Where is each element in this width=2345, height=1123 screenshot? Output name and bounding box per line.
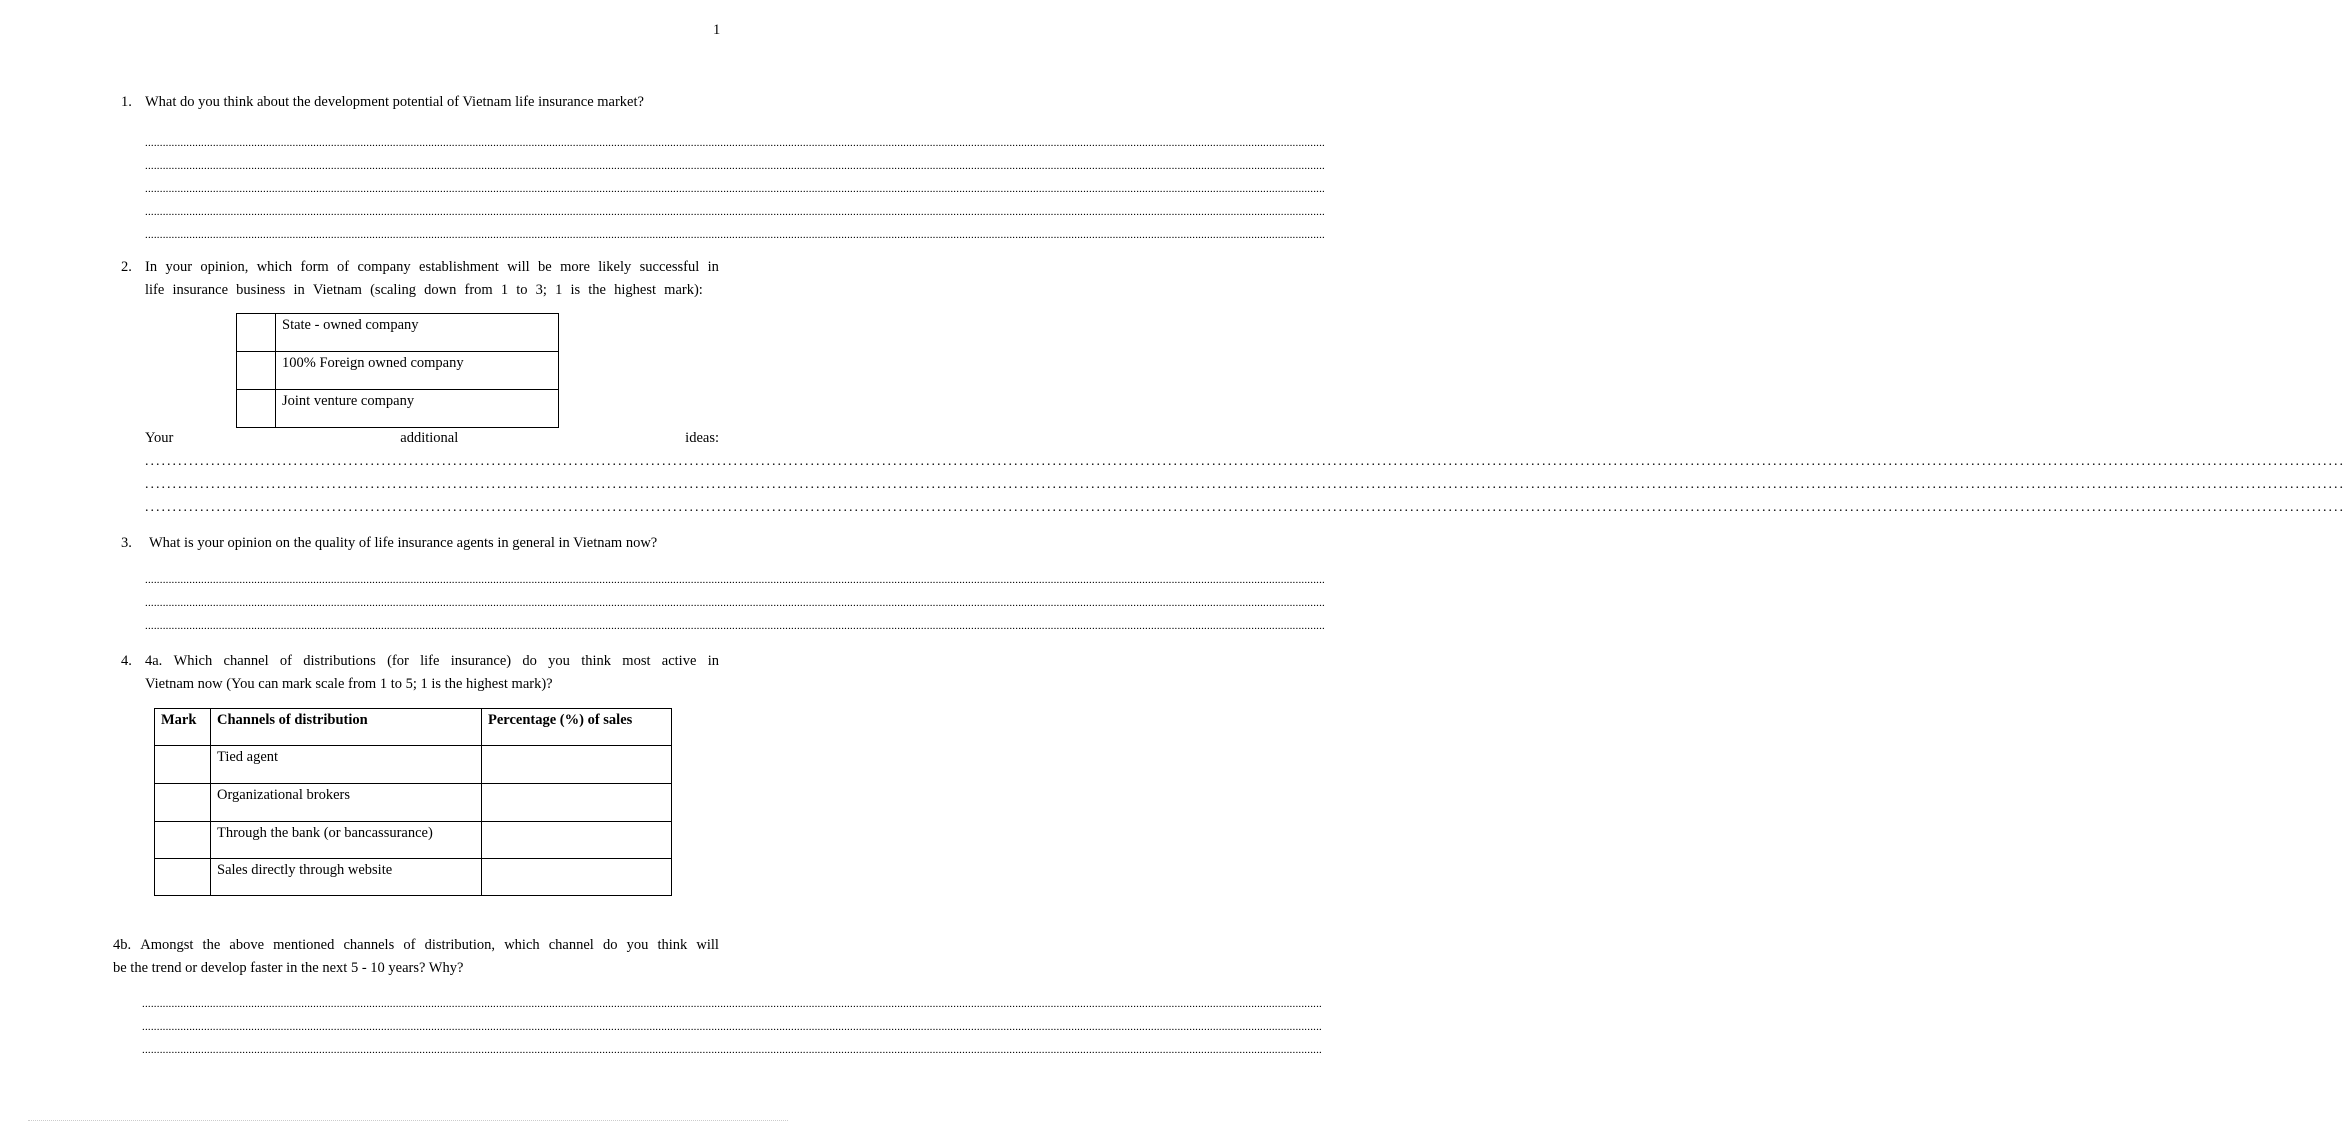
q4a-channel-4: Sales directly through website bbox=[211, 859, 482, 896]
q3-answer-line-3[interactable]: ................................................................................................................................................................................................................................................................................................................................................................................................................ bbox=[145, 620, 1325, 632]
q2-rank-cell-1[interactable] bbox=[237, 314, 276, 352]
q2-options-table bbox=[236, 313, 559, 428]
q2-rank-cell-3[interactable] bbox=[237, 390, 276, 428]
q4a-header-mark: Mark bbox=[155, 709, 211, 746]
q4a-percentage-cell-2[interactable] bbox=[482, 784, 672, 822]
q4a-header-channel: Channels of distribution bbox=[211, 709, 482, 746]
q4b-text-line-1: 4b. Amongst the above mentioned channels of distribution, which channel do you think will bbox=[113, 937, 719, 953]
q4a-percentage-cell-3[interactable] bbox=[482, 822, 672, 859]
q4b-answer-line-1[interactable]: ................................................................................................................................................................................................................................................................................................................................................................................................................ bbox=[142, 998, 1322, 1010]
q4a-channel-1: Tied agent bbox=[211, 746, 482, 784]
q1-answer-line-2[interactable]: ................................................................................................................................................................................................................................................................................................................................................................................................................ bbox=[145, 160, 1325, 172]
q3-answer-line-2[interactable]: ................................................................................................................................................................................................................................................................................................................................................................................................................ bbox=[145, 597, 1325, 609]
page-bottom-rule bbox=[28, 1120, 788, 1121]
q2-text-line-2: life insurance business in Vietnam (scaling down from 1 to 3; 1 is the highest mark): bbox=[145, 282, 703, 298]
q2-answer-line-3[interactable]: ................................................................................................................................................................................................................................................................................................................................................................................................................ bbox=[145, 500, 2345, 515]
q4a-channel-2: Organizational brokers bbox=[211, 784, 482, 822]
q1-answer-line-4[interactable]: ................................................................................................................................................................................................................................................................................................................................................................................................................ bbox=[145, 206, 1325, 218]
q4-number: 4. bbox=[121, 653, 132, 669]
q4a-mark-cell-3[interactable] bbox=[155, 822, 211, 859]
q4a-percentage-cell-4[interactable] bbox=[482, 859, 672, 896]
q4b-answer-line-3[interactable]: ................................................................................................................................................................................................................................................................................................................................................................................................................ bbox=[142, 1044, 1322, 1056]
q4a-mark-cell-4[interactable] bbox=[155, 859, 211, 896]
q4b-answer-line-2[interactable]: ................................................................................................................................................................................................................................................................................................................................................................................................................ bbox=[142, 1021, 1322, 1033]
q2-rank-cell-2[interactable] bbox=[237, 352, 276, 390]
q1-number: 1. bbox=[121, 94, 132, 110]
q2-additional-ideas-label: Your additional ideas: bbox=[145, 430, 719, 446]
q4a-text-line-1: 4a. Which channel of distributions (for life insurance) do you think most active in bbox=[145, 653, 719, 669]
q4a-channel-3: Through the bank (or bancassurance) bbox=[211, 822, 482, 859]
q2-answer-line-2[interactable]: ................................................................................................................................................................................................................................................................................................................................................................................................................ bbox=[145, 477, 2345, 492]
q3-answer-line-1[interactable]: ................................................................................................................................................................................................................................................................................................................................................................................................................ bbox=[145, 574, 1325, 586]
q1-text: What do you think about the development potential of Vietnam life insurance market? bbox=[145, 94, 644, 110]
q1-answer-line-3[interactable]: ................................................................................................................................................................................................................................................................................................................................................................................................................ bbox=[145, 183, 1325, 195]
q2-option-3: Joint venture company bbox=[276, 390, 559, 428]
q2-answer-line-1[interactable]: ................................................................................................................................................................................................................................................................................................................................................................................................................ bbox=[145, 454, 2345, 469]
q2-option-2: 100% Foreign owned company bbox=[276, 352, 559, 390]
q2-text-line-1: In your opinion, which form of company establishment will be more likely successful in bbox=[145, 259, 719, 275]
page-number: 1 bbox=[713, 22, 721, 38]
q4a-channels-table bbox=[154, 708, 672, 896]
q4a-mark-cell-2[interactable] bbox=[155, 784, 211, 822]
q3-text: What is your opinion on the quality of life insurance agents in general in Vietnam now? bbox=[149, 535, 658, 551]
q2-option-1: State - owned company bbox=[276, 314, 559, 352]
q1-answer-line-1[interactable]: ................................................................................................................................................................................................................................................................................................................................................................................................................ bbox=[145, 137, 1325, 149]
q4a-mark-cell-1[interactable] bbox=[155, 746, 211, 784]
q3-number: 3. bbox=[121, 535, 132, 551]
q4a-percentage-cell-1[interactable] bbox=[482, 746, 672, 784]
q1-answer-line-5[interactable]: ................................................................................................................................................................................................................................................................................................................................................................................................................ bbox=[145, 229, 1325, 241]
q4b-text-line-2: be the trend or develop faster in the next 5 - 10 years? Why? bbox=[113, 960, 464, 976]
q4a-header-percentage: Percentage (%) of sales bbox=[482, 709, 672, 746]
q2-number: 2. bbox=[121, 259, 132, 275]
q4a-text-line-2: Vietnam now (You can mark scale from 1 to 5; 1 is the highest mark)? bbox=[145, 676, 553, 692]
